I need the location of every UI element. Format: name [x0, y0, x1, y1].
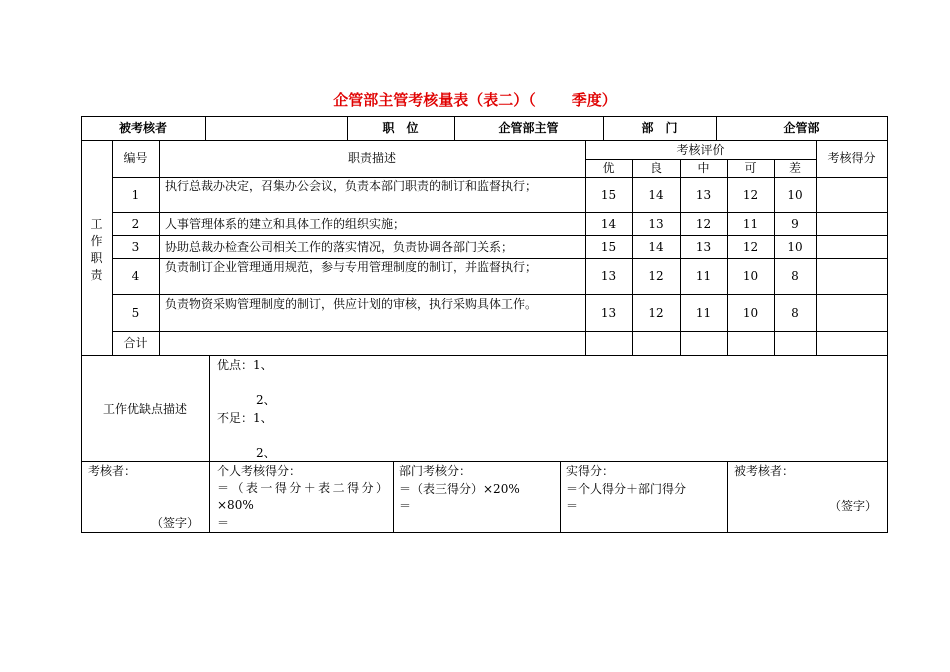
table-rule	[112, 294, 888, 295]
dept-score-label: 部门考核分：	[399, 464, 472, 478]
row-1-score-excellent: 15	[600, 188, 617, 202]
personal-score-result: ＝	[217, 516, 230, 530]
total-label: 合计	[123, 336, 148, 350]
row-1-score-poor: 10	[787, 188, 803, 202]
form-title: 企管部主管考核量表（表二）（ 季度）	[333, 91, 617, 109]
table-rule	[209, 355, 210, 533]
row-4-score-fair: 10	[742, 269, 759, 283]
table-border-top	[81, 116, 888, 117]
row-5-score-poor: 8	[791, 306, 799, 320]
row-2-score-poor: 9	[791, 217, 799, 231]
row-1-score-good: 14	[648, 188, 664, 202]
strengths-line-1: 优点：1、	[217, 358, 273, 372]
examinee-label: 被考核者	[118, 121, 167, 135]
grade-good: 良	[649, 161, 662, 175]
table-rule	[727, 461, 728, 533]
col-header-number: 编号	[123, 151, 148, 165]
row-1-description: 执行总裁办决定，召集办公会议，负责本部门职责的制订和监督执行；	[165, 179, 538, 193]
row-1-score-fair: 12	[742, 188, 759, 202]
row-4-score-excellent: 13	[600, 269, 617, 283]
row-3-score-fair: 12	[742, 240, 759, 254]
row-2-score-good: 13	[648, 217, 664, 231]
row-5-score-good: 12	[648, 306, 664, 320]
row-5-description: 负责物资采购管理制度的制订，供应计划的审核，执行采购具体工作。	[165, 297, 538, 311]
position-value: 企管部主管	[498, 121, 559, 135]
assessor-label: 考核者：	[88, 464, 137, 478]
table-rule	[81, 140, 888, 141]
grade-excellent: 优	[602, 161, 615, 175]
row-5-score-excellent: 13	[600, 306, 617, 320]
row-4-score-poor: 8	[791, 269, 799, 283]
row-3-score-good: 14	[648, 240, 664, 254]
grade-fair: 可	[744, 161, 757, 175]
row-3-score-excellent: 15	[600, 240, 617, 254]
row-1-number: 1	[131, 188, 140, 202]
row-3-score-poor: 10	[787, 240, 803, 254]
dept-score-formula: ＝（表三得分）×20%	[399, 482, 520, 496]
row-2-score-fair: 11	[742, 217, 759, 231]
table-rule	[585, 159, 817, 160]
table-rule	[159, 140, 160, 355]
dept-score-result: ＝	[399, 499, 412, 513]
table-rule	[393, 461, 394, 533]
row-4-number: 4	[131, 269, 140, 283]
weaknesses-line-1: 不足：1、	[217, 411, 273, 425]
row-4-description: 负责制订企业管理通用规范，参与专用管理制度的制订，并监督执行；	[165, 260, 538, 274]
row-4-score-good: 12	[648, 269, 664, 283]
personal-score-label: 个人考核得分：	[217, 464, 302, 478]
row-5-score-fair: 10	[742, 306, 759, 320]
grade-poor: 差	[788, 161, 801, 175]
row-5-number: 5	[131, 306, 140, 320]
row-2-score-average: 12	[695, 217, 712, 231]
table-rule	[816, 140, 817, 355]
dept-value: 企管部	[783, 121, 820, 135]
row-3-score-average: 13	[695, 240, 712, 254]
actual-score-label: 实得分：	[566, 464, 615, 478]
row-1-score-average: 13	[695, 188, 712, 202]
col-header-score: 考核得分	[827, 151, 876, 165]
table-rule	[81, 355, 888, 356]
position-label: 职 位	[382, 121, 419, 135]
weaknesses-line-2: 2、	[256, 446, 276, 460]
col-header-description: 职责描述	[347, 151, 396, 165]
dept-label: 部 门	[641, 121, 678, 135]
table-rule	[560, 461, 561, 533]
actual-score-formula: ＝个人得分＋部门得分	[566, 482, 687, 496]
assessor-signature: （签字）	[151, 516, 200, 530]
table-border-right	[887, 116, 888, 533]
row-2-score-excellent: 14	[600, 217, 617, 231]
row-3-description: 协助总裁办检查公司相关工作的落实情况，负责协调各部门关系；	[165, 240, 514, 254]
table-rule	[112, 212, 888, 213]
examinee-signature: （签字）	[829, 499, 878, 513]
table-border-left	[81, 116, 82, 533]
row-2-number: 2	[131, 217, 140, 231]
examinee-name-field[interactable]	[206, 121, 347, 135]
table-rule	[112, 235, 888, 236]
table-border-bottom	[81, 532, 888, 533]
row-5-score-average: 11	[695, 306, 712, 320]
section-label-work-duties: 工 作 职 责	[90, 217, 103, 282]
row-3-number: 3	[131, 240, 140, 254]
personal-score-formula: ＝（表一得分＋表二得分）×80%	[217, 481, 388, 512]
strengths-line-2: 2、	[256, 393, 276, 407]
table-rule	[81, 461, 888, 462]
table-rule	[112, 331, 888, 332]
examinee-footer-label: 被考核者：	[734, 464, 795, 478]
row-2-description: 人事管理体系的建立和具体工作的组织实施；	[165, 217, 406, 231]
row-4-score-average: 11	[695, 269, 712, 283]
col-header-evaluation: 考核评价	[676, 143, 725, 157]
actual-score-result: ＝	[566, 499, 579, 513]
grade-average: 中	[697, 161, 710, 175]
evaluation-label: 工作优缺点描述	[102, 402, 187, 416]
